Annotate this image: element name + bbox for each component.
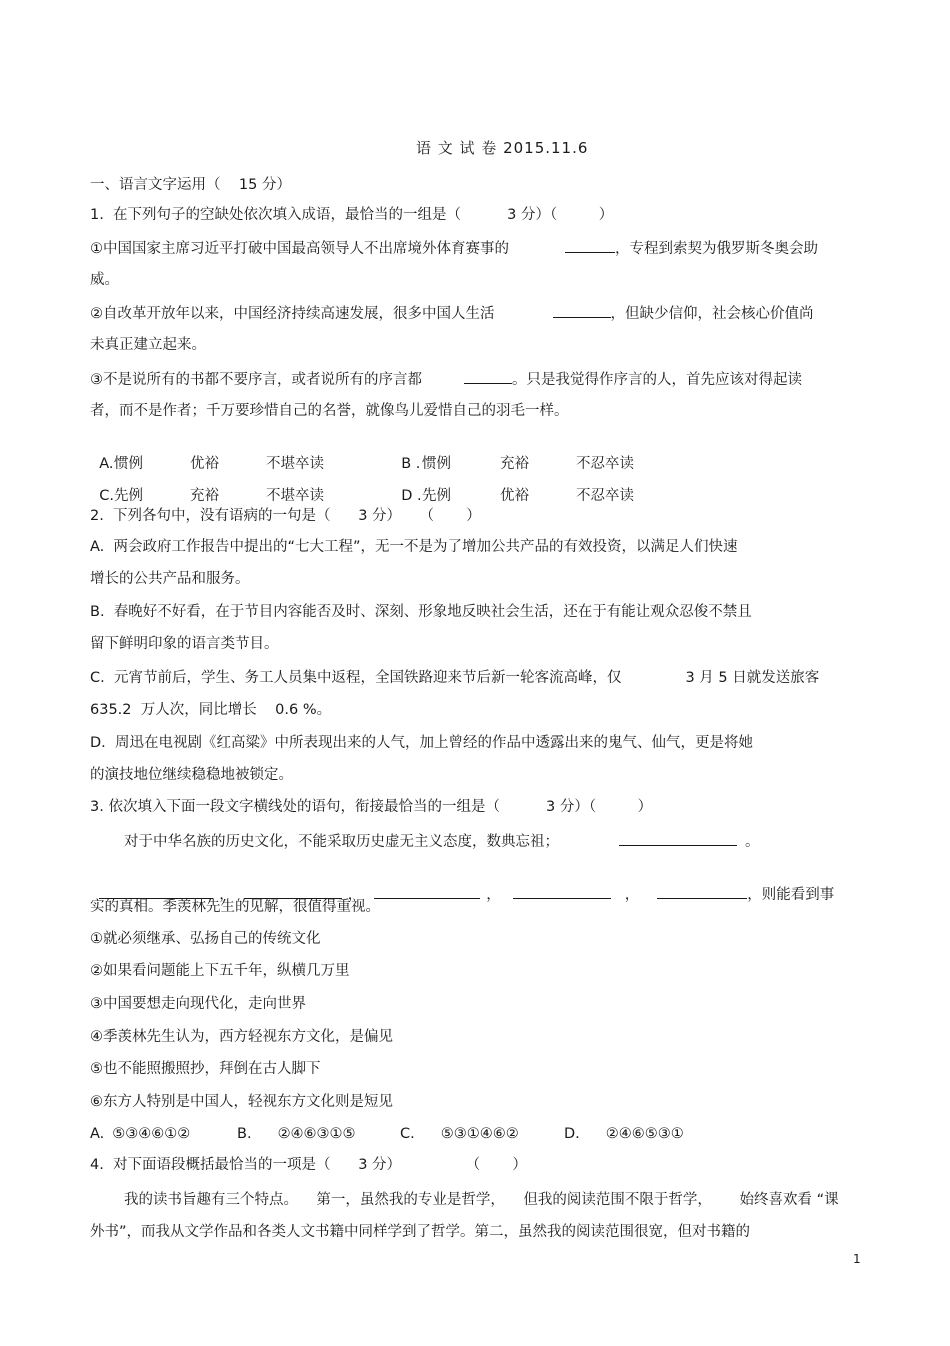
section-heading: 一、语言文字运用（ 15 分） xyxy=(90,177,291,193)
q1-s2-text: ②自改革开放年以来，中国经济持续高速发展，很多中国人生活 xyxy=(90,306,495,322)
q1-sentence-1 xyxy=(90,238,818,259)
q1-s3-text: ③不是说所有的书都不要序言，或者说所有的序言都 xyxy=(90,372,422,388)
question-4-stem: 4. 对下面语段概括最恰当的一项是（ 3 分） （ ） xyxy=(90,1157,527,1173)
q2-option-c[interactable]: C. 元宵节前后，学生、务工人员集中返程，全国铁路迎来节后新一轮客流高峰，仅 3 月 5 日就发送旅客 xyxy=(90,670,820,686)
q1-option-c[interactable]: C. 先例 充裕 不堪卒读 xyxy=(99,488,324,504)
q4-passage-line-1: 我的读书旨趣有三个特点。 第一，虽然我的专业是哲学， 但我的阅读范围不限于哲学， 始终喜欢看 “课 xyxy=(124,1192,839,1208)
question-2-stem: 2. 下列各句中，没有语病的一句是（ 3 分） （ ） xyxy=(90,508,481,524)
q3-passage-line-3: 实的真相。季羡林先生的见解，很值得重视。 xyxy=(90,899,380,915)
q1-s1-text: ①中国国家主席习近平打破中国最高领导人不出席境外体育赛事的 xyxy=(90,241,509,257)
q3-passage-line-1: 对于中华名族的历史文化，不能采取历史虚无主义态度，数典忘祖； 。 xyxy=(124,831,760,852)
q1-s1-text-end: ，专程到索契为俄罗斯冬奥会助 xyxy=(615,241,818,257)
q3-option-b[interactable]: B. ②④⑥③①⑤ xyxy=(237,1126,356,1142)
q3-option-a[interactable]: A. ⑤③④⑥①② xyxy=(90,1126,191,1142)
q1-sentence-2-cont: 未真正建立起来。 xyxy=(90,337,206,353)
q1-sentence-3-cont: 者，而不是作者；千万要珍惜自己的名誉，就像鸟儿爱惜自己的羽毛一样。 xyxy=(90,403,569,419)
q2-option-d-cont: 的演技地位继续稳稳地被锁定。 xyxy=(90,767,293,783)
q3-item: ①就必须继承、弘扬自己的传统文化 xyxy=(90,931,321,947)
q3-item: ④季羡林先生认为，西方轻视东方文化，是偏见 xyxy=(90,1029,393,1045)
q1-option-b[interactable]: B . 惯例 充裕 不忍卒读 xyxy=(401,456,634,472)
answer-blank xyxy=(565,238,615,253)
page-number: 1 xyxy=(853,1252,861,1266)
question-1-stem: 1. 在下列句子的空缺处依次填入成语，最恰当的一组是（ 3 分）（ ） xyxy=(90,207,614,223)
q3-passage-line-2: ， ， ， ， ，则能看到事 xyxy=(90,864,834,905)
q1-sentence-3 xyxy=(90,369,802,390)
q1-sentence-1-cont: 威。 xyxy=(90,272,119,288)
q3-item: ③中国要想走向现代化，走向世界 xyxy=(90,996,306,1012)
question-3-stem: 3. 依次填入下面一段文字横线处的语句，衔接最恰当的一组是（ 3 分）（ ） xyxy=(90,799,653,815)
q3-item: ②如果看问题能上下五千年，纵横几万里 xyxy=(90,963,350,979)
q4-passage-line-2: 外书”，而我从文学作品和各类人文书籍中同样学到了哲学。第二，虽然我的阅读范围很宽，但对书籍的 xyxy=(90,1224,751,1240)
answer-blank xyxy=(619,831,737,846)
q2-option-a-cont: 增长的公共产品和服务。 xyxy=(90,571,250,587)
q3-item: ⑥东方人特别是中国人，轻视东方文化则是短见 xyxy=(90,1094,393,1110)
q1-option-d[interactable]: D . 先例 优裕 不忍卒读 xyxy=(401,488,634,504)
answer-blank xyxy=(513,884,611,899)
answer-blank xyxy=(553,303,611,318)
answer-blank xyxy=(657,884,747,899)
q2-option-a[interactable]: A. 两会政府工作报告中提出的“七大工程”，无一不是为了增加公共产品的有效投资，以满足人们快速 xyxy=(90,539,738,555)
answer-blank xyxy=(464,369,512,384)
q3-option-d[interactable]: D. ②④⑥⑤③① xyxy=(564,1126,684,1142)
q1-s2-text-end: ，但缺少信仰，社会核心价值尚 xyxy=(610,306,814,322)
q2-option-d[interactable]: D. 周迅在电视剧《红高粱》中所表现出来的人气，加上曾经的作品中透露出来的鬼气、仙气，更是将她 xyxy=(90,735,753,751)
answer-blank xyxy=(374,884,480,899)
q2-option-c-cont: 635.2 万人次，同比增长 0.6 %。 xyxy=(90,702,332,718)
q3-item: ⑤也不能照搬照抄，拜倒在古人脚下 xyxy=(90,1061,321,1077)
q3-option-c[interactable]: C. ⑤③①④⑥② xyxy=(400,1126,519,1142)
q1-sentence-2 xyxy=(90,303,814,324)
exam-title: 语 文 试 卷 2015.11.6 xyxy=(416,139,589,157)
q1-option-a[interactable]: A. 惯例 优裕 不堪卒读 xyxy=(99,456,324,472)
q2-option-b-cont: 留下鲜明印象的语言类节目。 xyxy=(90,636,279,652)
q2-option-b[interactable]: B. 春晚好不好看，在于节目内容能否及时、深刻、形象地反映社会生活，还在于有能让观众忍俊不禁且 xyxy=(90,604,752,620)
q1-s3-text-end: 。只是我觉得作序言的人，首先应该对得起读 xyxy=(512,372,802,388)
